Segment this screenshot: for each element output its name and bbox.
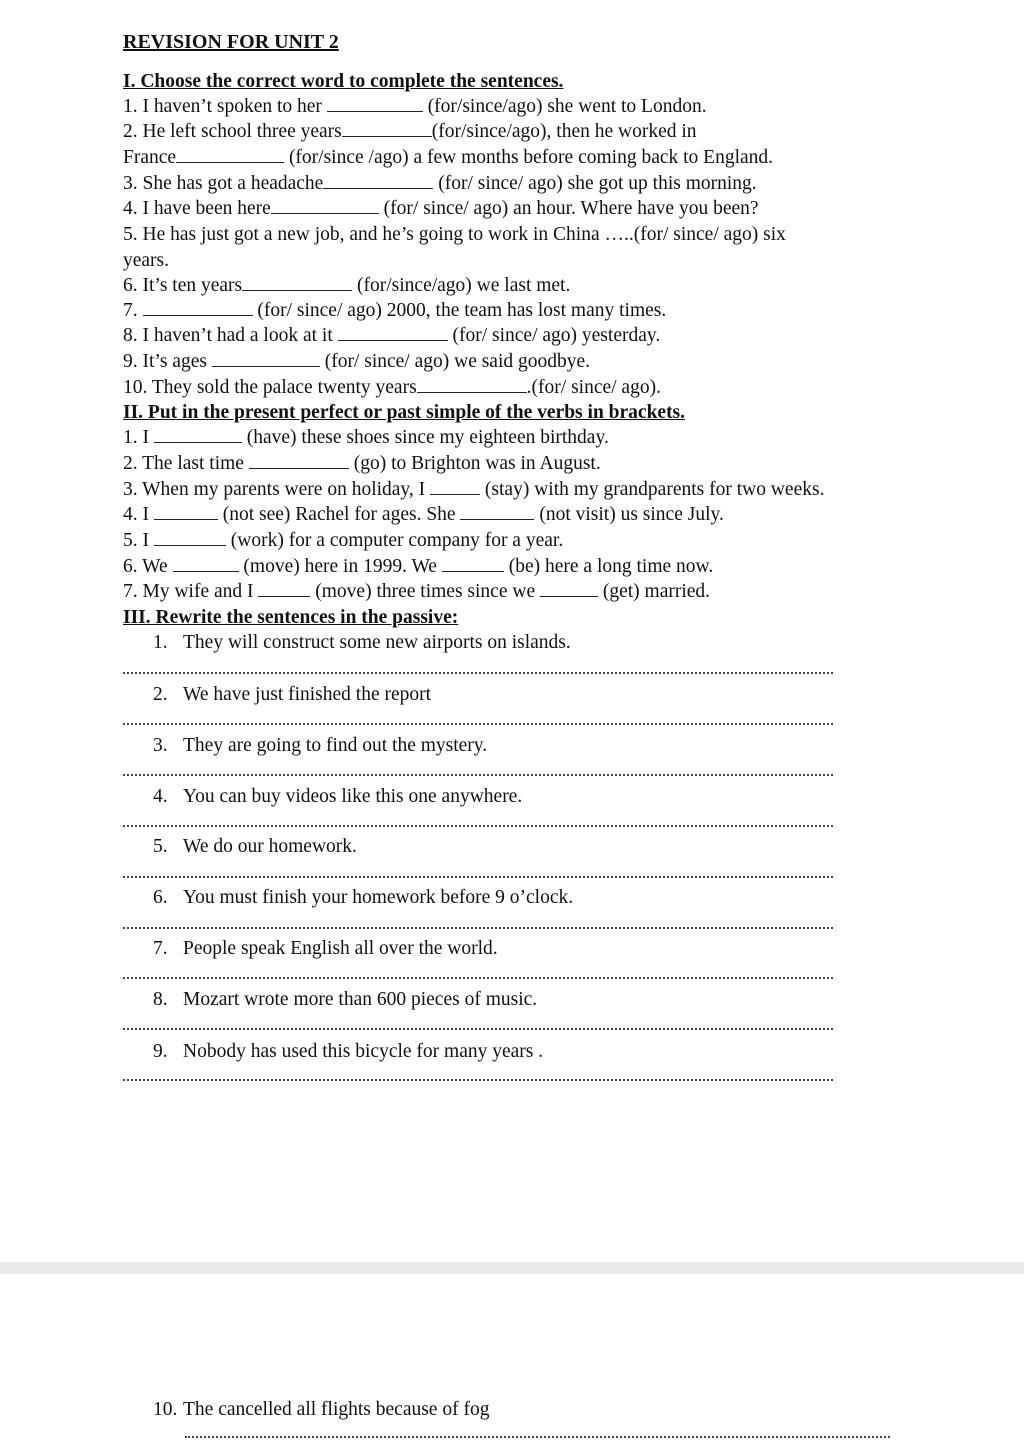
answer-blank[interactable] xyxy=(212,350,320,367)
s1-question-6 xyxy=(123,274,570,298)
passive-item-text: You must finish your homework before 9 o’clock. xyxy=(183,887,574,908)
answer-blank[interactable] xyxy=(327,95,423,112)
s1-q2b-text-a: France xyxy=(123,147,177,168)
passive-item-number: 1. xyxy=(153,632,168,653)
passive-item-number: 7. xyxy=(153,938,168,959)
passive-item-number: 8. xyxy=(153,989,168,1010)
s1-q2-text-a: 2. He left school three years xyxy=(123,121,342,142)
answer-blank[interactable] xyxy=(430,478,480,495)
s2-q7-text-a: 7. My wife and I xyxy=(123,581,259,602)
passive-item-7 xyxy=(153,937,498,961)
passive-item-4 xyxy=(153,785,522,809)
s1-q10-text-a: 10. They sold the palace twenty years xyxy=(123,377,417,398)
s1-q2b-text-b: (for/since /ago) a few months before coming back to England. xyxy=(284,147,774,168)
answer-line[interactable] xyxy=(123,1028,833,1030)
worksheet-page-2 xyxy=(0,1274,1024,1442)
answer-blank[interactable] xyxy=(154,529,226,546)
s1-question-1 xyxy=(123,95,707,119)
passive-item-10 xyxy=(153,1398,489,1422)
answer-blank[interactable] xyxy=(338,324,448,341)
passive-item-text: The cancelled all flights because of fog xyxy=(183,1399,490,1420)
s1-q6-text-b: (for/since/ago) we last met. xyxy=(352,275,571,296)
answer-blank[interactable] xyxy=(173,555,239,572)
answer-line[interactable] xyxy=(123,723,833,725)
passive-item-number: 2. xyxy=(153,684,168,705)
s1-question-2-continued xyxy=(123,146,773,170)
answer-blank[interactable] xyxy=(154,426,242,443)
s1-question-4 xyxy=(123,197,759,221)
answer-blank[interactable] xyxy=(417,376,527,393)
passive-item-9 xyxy=(153,1040,543,1064)
answer-blank[interactable] xyxy=(249,452,349,469)
answer-blank[interactable] xyxy=(442,555,504,572)
passive-item-text: They will construct some new airports on islands. xyxy=(183,632,571,653)
s1-q7-text-a: 7. xyxy=(123,300,143,321)
s2-q1-text-b: (have) these shoes since my eighteen birthday. xyxy=(241,427,609,448)
s1-q3-text-a: 3. She has got a headache xyxy=(123,173,324,194)
answer-line[interactable] xyxy=(185,1436,890,1438)
section-2-heading: II. Put in the present perfect or past simple of the verbs in brackets. xyxy=(123,402,686,423)
passive-item-number: 4. xyxy=(153,786,168,807)
s2-q5-text-a: 5. I xyxy=(123,530,154,551)
passive-item-6 xyxy=(153,886,573,910)
passive-item-5 xyxy=(153,835,357,859)
answer-blank[interactable] xyxy=(154,503,218,520)
s2-question-4 xyxy=(123,503,724,527)
passive-item-text: They are going to find out the mystery. xyxy=(183,735,488,756)
s1-q6-text-a: 6. It’s ten years xyxy=(123,275,243,296)
passive-item-1 xyxy=(153,631,571,655)
s1-q8-text-a: 8. I haven’t had a look at it xyxy=(123,325,338,346)
s1-q2-text-b: (for/since/ago), then he worked in xyxy=(431,121,697,142)
s2-q5-text-b: (work) for a computer company for a year. xyxy=(225,530,564,551)
s2-q7-text-b: (move) three times since we xyxy=(310,581,540,602)
answer-blank[interactable] xyxy=(143,299,253,316)
s1-q4-text-b: (for/ since/ ago) an hour. Where have you been? xyxy=(378,198,759,219)
passive-item-text: People speak English all over the world. xyxy=(183,938,498,959)
answer-blank[interactable] xyxy=(323,172,433,189)
answer-blank[interactable] xyxy=(242,274,352,291)
s2-q2-text-a: 2. The last time xyxy=(123,453,249,474)
s2-q2-text-b: (go) to Brighton was in August. xyxy=(348,453,601,474)
passive-item-8 xyxy=(153,988,537,1012)
s2-question-3 xyxy=(123,478,824,502)
s1-question-7 xyxy=(123,299,666,323)
answer-line[interactable] xyxy=(123,876,833,878)
s1-q1-text-b: (for/since/ago) she went to London. xyxy=(422,96,707,117)
answer-line[interactable] xyxy=(123,774,833,776)
answer-blank[interactable] xyxy=(176,146,284,163)
answer-blank[interactable] xyxy=(460,503,534,520)
s1-q3-text-b: (for/ since/ ago) she got up this morning. xyxy=(433,173,757,194)
s2-q6-text-c: (be) here a long time now. xyxy=(503,556,714,577)
s1-q7-text-b: (for/ since/ ago) 2000, the team has lost many times. xyxy=(252,300,667,321)
passive-item-number: 5. xyxy=(153,836,168,857)
passive-item-text: Mozart wrote more than 600 pieces of music. xyxy=(183,989,538,1010)
s1-q9-text-a: 9. It’s ages xyxy=(123,351,212,372)
s1-question-5: 5. He has just got a new job, and he’s going to work in China …..(for/ since/ ago) six xyxy=(123,224,786,245)
passive-item-text: We have just finished the report xyxy=(183,684,432,705)
s2-q3-text-b: (stay) with my grandparents for two weeks. xyxy=(480,479,825,500)
passive-item-3 xyxy=(153,734,487,758)
s2-q1-text-a: 1. I xyxy=(123,427,154,448)
section-3-heading: III. Rewrite the sentences in the passive: xyxy=(123,607,459,628)
s1-question-2 xyxy=(123,120,697,144)
s2-q3-text-a: 3. When my parents were on holiday, I xyxy=(123,479,431,500)
passive-item-number: 6. xyxy=(153,887,168,908)
answer-line[interactable] xyxy=(123,927,833,929)
s2-q6-text-b: (move) here in 1999. We xyxy=(238,556,442,577)
answer-line[interactable] xyxy=(123,825,833,827)
section-1-heading: I. Choose the correct word to complete the sentences. xyxy=(123,71,564,92)
answer-line[interactable] xyxy=(123,977,833,979)
s1-question-3 xyxy=(123,172,757,196)
answer-blank[interactable] xyxy=(258,580,310,597)
answer-blank[interactable] xyxy=(271,197,379,214)
s2-question-7 xyxy=(123,580,710,604)
s1-q4-text-a: 4. I have been here xyxy=(123,198,271,219)
passive-item-text: We do our homework. xyxy=(183,836,357,857)
s2-question-1 xyxy=(123,426,609,450)
passive-item-number: 9. xyxy=(153,1041,168,1062)
s2-q6-text-a: 6. We xyxy=(123,556,173,577)
s2-q4-text-c: (not visit) us since July. xyxy=(534,504,724,525)
page-title: REVISION FOR UNIT 2 xyxy=(123,31,339,53)
passive-item-text: You can buy videos like this one anywhere. xyxy=(183,786,523,807)
answer-blank[interactable] xyxy=(342,120,432,137)
s1-q8-text-b: (for/ since/ ago) yesterday. xyxy=(447,325,661,346)
s2-question-5 xyxy=(123,529,563,553)
answer-blank[interactable] xyxy=(540,580,598,597)
passive-item-2 xyxy=(153,683,431,707)
s2-question-2 xyxy=(123,452,601,476)
s1-question-9 xyxy=(123,350,590,374)
s1-question-8 xyxy=(123,324,660,348)
s2-q4-text-a: 4. I xyxy=(123,504,154,525)
answer-line[interactable] xyxy=(123,672,833,674)
s2-q4-text-b: (not see) Rachel for ages. She xyxy=(217,504,461,525)
passive-item-number: 10. xyxy=(153,1399,178,1420)
s1-q9-text-b: (for/ since/ ago) we said goodbye. xyxy=(319,351,591,372)
s1-q10-text-b: .(for/ since/ ago). xyxy=(526,377,661,398)
page-separator xyxy=(0,1262,1024,1274)
s1-question-10 xyxy=(123,376,661,400)
s1-q1-text-a: 1. I haven’t spoken to her xyxy=(123,96,327,117)
passive-item-number: 3. xyxy=(153,735,168,756)
passive-item-text: Nobody has used this bicycle for many years . xyxy=(183,1041,544,1062)
s2-question-6 xyxy=(123,555,713,579)
answer-line[interactable] xyxy=(123,1079,833,1081)
s2-q7-text-c: (get) married. xyxy=(597,581,711,602)
s1-question-5-continued: years. xyxy=(123,250,170,271)
